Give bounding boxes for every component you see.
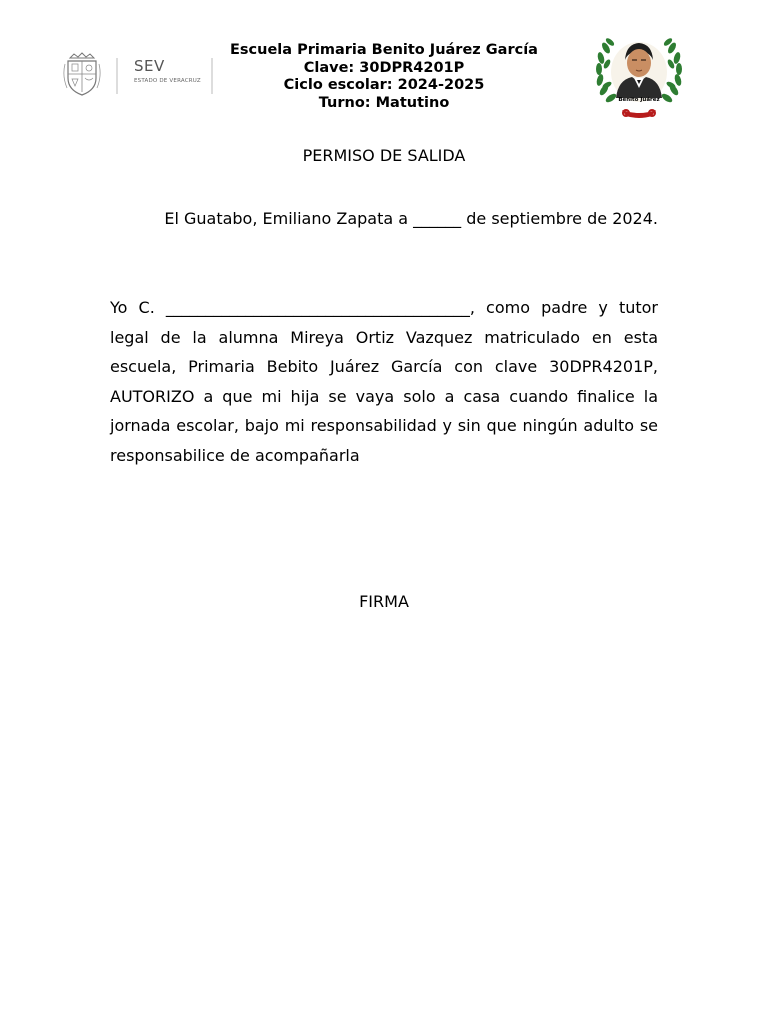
school-ciclo: Ciclo escolar: 2024-2025	[283, 77, 485, 93]
sev-logo-text: SEV	[134, 57, 165, 75]
document-title: PERMISO DE SALIDA	[302, 146, 466, 165]
date-line: El Guatabo, Emiliano Zapata a ______ de septiembre de 2024.	[164, 209, 658, 228]
sev-logo-subtext: ESTADO DE VERACRUZ	[134, 78, 201, 84]
school-clave: Clave: 30DPR4201P	[303, 59, 465, 76]
emblem-caption: Benito Juárez	[618, 97, 660, 103]
benito-juarez-emblem	[592, 30, 686, 120]
authorization-paragraph: Yo C. ______________________________________, como padre y tutor legal de la alumna Mireya Ortiz Vazquez matriculado en esta escuela, Primaria Bebito Juárez García con clave 30DPR4201P, AUTORIZO a que mi hija se vaya solo a casa cuando finalice la jornada escolar, bajo mi responsabilidad y sin que ningún adulto se responsabilice de acompañarla	[110, 298, 658, 465]
signature-label: FIRMA	[359, 592, 409, 611]
benito-juarez-laurel-emblem-icon	[592, 30, 686, 120]
school-turno: Turno: Matutino	[318, 94, 450, 111]
school-name: Escuela Primaria Benito Juárez García	[230, 42, 538, 58]
